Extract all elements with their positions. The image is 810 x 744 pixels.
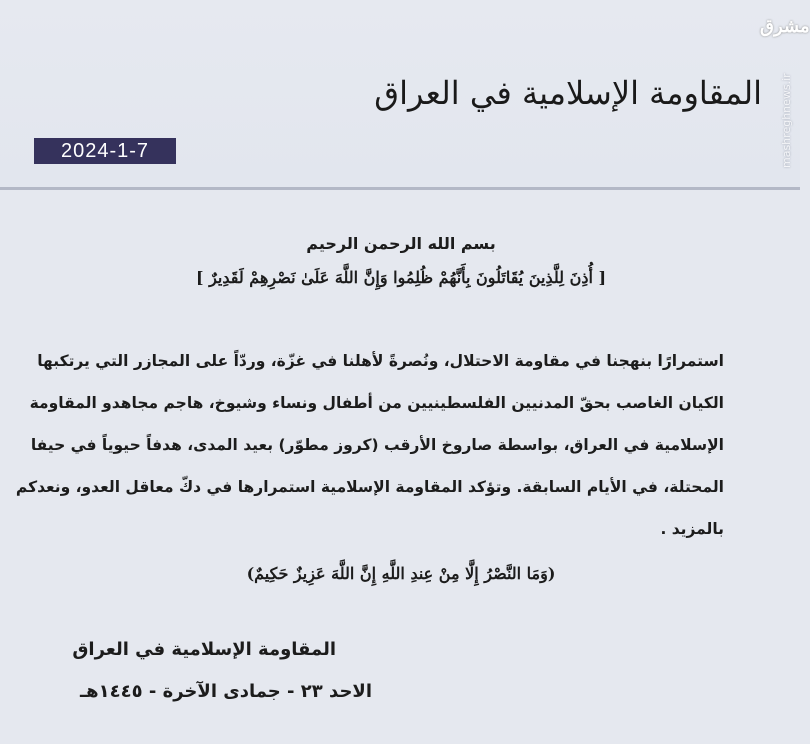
- watermark-url: mashreghnews.ir: [780, 73, 793, 168]
- body-line-1: استمرارًا بنهجنا في مقاومة الاحتلال، ونُصرةً لأهلنا في غزّة، وردّاً على المجازر التي يرتكبها: [37, 352, 724, 370]
- watermark-logo: مشرق: [760, 16, 810, 37]
- body-line-4: المحتلة، في الأيام السابقة. وتؤكد المقاومة الإسلامية استمرارها في دكّ معاقل العدو، ونعدكم: [15, 478, 724, 496]
- basmala: بسم الله الرحمن الرحيم: [306, 234, 496, 253]
- hijri-date: الاحد ٢٣ - جمادى الآخرة - ١٤٤٥هـ: [80, 681, 372, 702]
- body-line-3: الإسلامية في العراق، بواسطة صاروخ الأرقب (كروز مطوّر) بعيد المدى، هدفاً حيوياً في حيفا: [30, 436, 724, 454]
- body-line-5: بالمزيد .: [660, 520, 724, 538]
- body-line-2: الكيان الغاصب بحقّ المدنيين الفلسطينيين من أطفال ونساء وشيوخ، هاجم مجاهدو المقاومة: [29, 394, 724, 412]
- date-badge: 2024-1-7: [34, 138, 176, 164]
- organization-logo: المقاومة الإسلامية في العراق: [374, 74, 762, 112]
- statement-body: [15, 228, 724, 592]
- signature: المقاومة الإسلامية في العراق: [72, 639, 336, 660]
- header-divider: [0, 187, 800, 190]
- closing-verse: (وَمَا النَّصْرُ إِلَّا مِنْ عِندِ اللَّهِ إِنَّ اللَّهَ عَزِيزٌ حَكِيمٌ): [246, 564, 556, 583]
- opening-verse: [ أُذِنَ لِلَّذِينَ يُقَاتَلُونَ بِأَنَّهُمْ ظُلِمُوا وَإِنَّ اللَّهَ عَلَىٰ نَصْرِهِمْ لَقَدِيرٌ ]: [195, 268, 607, 287]
